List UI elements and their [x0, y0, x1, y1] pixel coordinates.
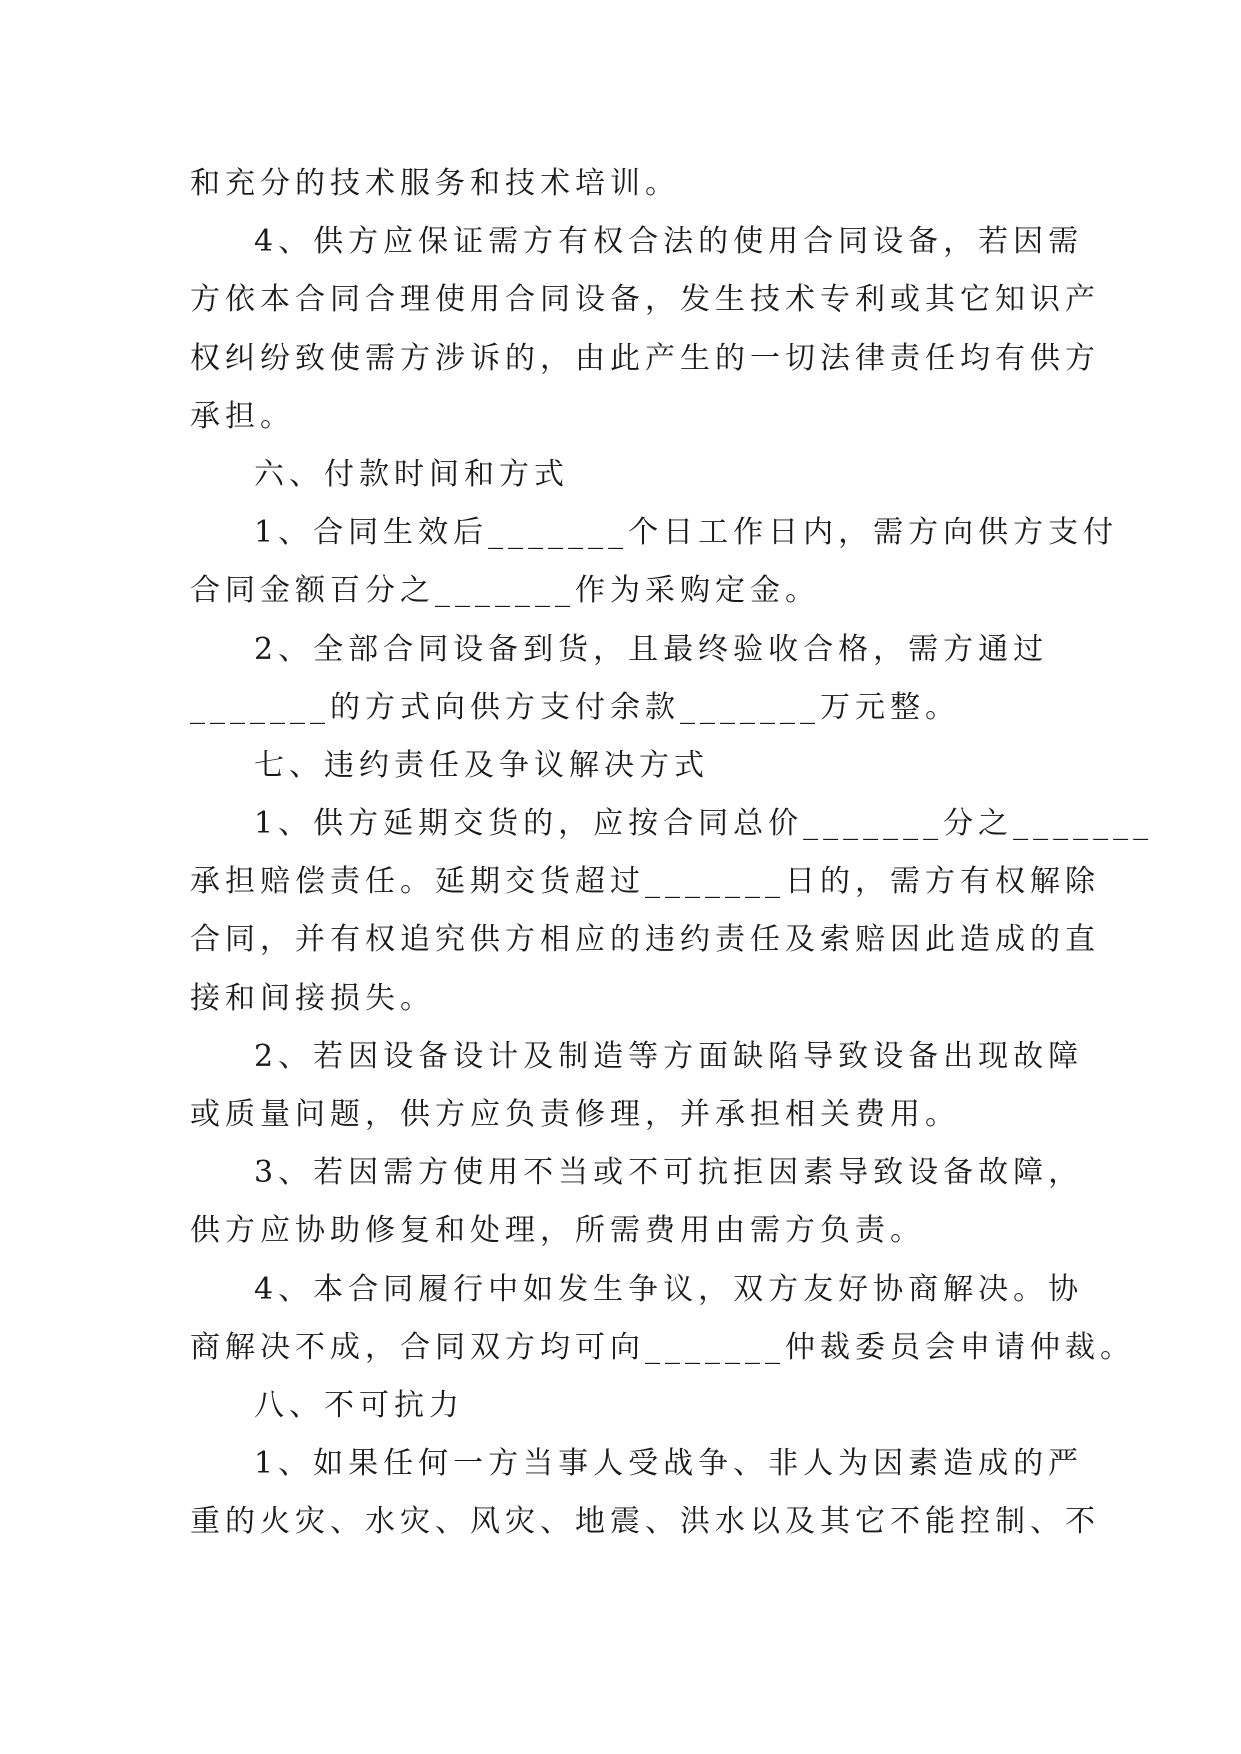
text-line-21: 商解决不成，合同双方均可向_______仲裁委员会申请仲裁。 — [190, 1329, 1135, 1365]
text-line-1: 和充分的技术服务和技术培训。 — [190, 166, 680, 201]
text-line-7: 1、合同生效后_______个日工作日内，需方向供方支付 — [254, 515, 1119, 551]
contract-text-body — [190, 155, 1154, 1552]
text-line-2: 4、供方应保证需方有权合法的使用合同设备，若因需 — [254, 224, 1084, 260]
text-line-10: _______的方式向供方支付余款_______万元整。 — [190, 689, 960, 725]
text-line-8: 合同金额百分之_______作为采购定金。 — [190, 573, 820, 609]
text-line-4: 权纠纷致使需方涉诉的，由此产生的一切法律责任均有供方 — [190, 340, 1100, 376]
text-line-24: 重的火灾、水灾、风灾、地震、洪水以及其它不能控制、不 — [190, 1504, 1100, 1540]
text-line-17: 或质量问题，供方应负责修理，并承担相关费用。 — [190, 1097, 960, 1132]
text-line-13: 承担赔偿责任。延期交货超过_______日的，需方有权解除 — [190, 864, 1100, 900]
text-line-16: 2、若因设备设计及制造等方面缺陷导致设备出现故障 — [254, 1038, 1084, 1074]
section-heading-payment: 六、付款时间和方式 — [254, 456, 569, 492]
text-line-12: 1、供方延期交货的，应按合同总价_______分之_______ — [254, 806, 1154, 842]
text-line-18: 3、若因需方使用不当或不可抗拒因素导致设备故障， — [254, 1155, 1084, 1191]
text-line-23: 1、如果任何一方当事人受战争、非人为因素造成的严 — [254, 1446, 1084, 1482]
section-heading-liability: 七、违约责任及争议解决方式 — [254, 747, 709, 783]
text-line-19: 供方应协助修复和处理，所需费用由需方负责。 — [190, 1213, 925, 1249]
text-line-3: 方依本合同合理使用合同设备，发生技术专利或其它知识产 — [190, 282, 1100, 318]
text-line-14: 合同，并有权追究供方相应的违约责任及索赔因此造成的直 — [190, 922, 1100, 958]
text-line-20: 4、本合同履行中如发生争议，双方友好协商解决。协 — [254, 1271, 1084, 1307]
section-heading-force-majeure: 八、不可抗力 — [254, 1387, 464, 1423]
text-line-5: 承担。 — [190, 398, 295, 434]
text-line-15: 接和间接损失。 — [190, 980, 435, 1016]
text-line-9: 2、全部合同设备到货，且最终验收合格，需方通过 — [254, 631, 1049, 667]
